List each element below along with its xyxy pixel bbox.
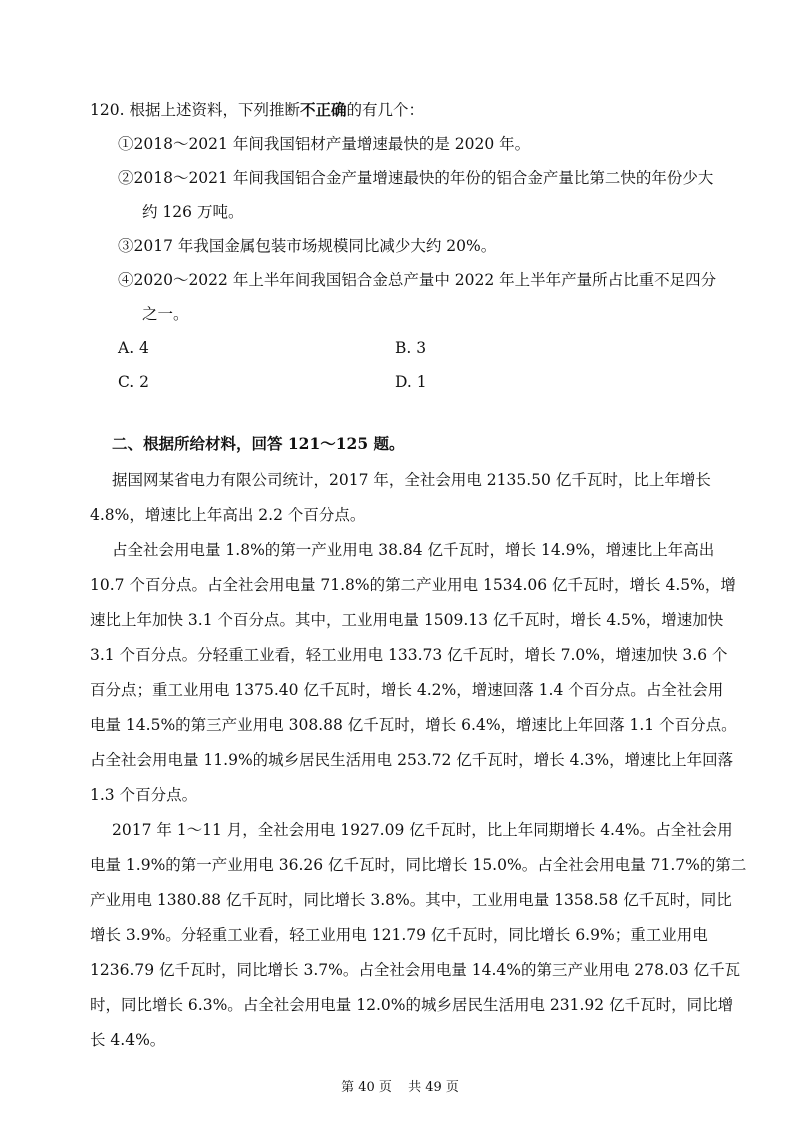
paragraph-line: 1236.79 亿千瓦时，同比增长 3.7%。占全社会用电量 14.4%的第三产业用电 278.03 亿千瓦 [90,961,741,979]
paragraph-line: 4.8%，增速比上年高出 2.2 个百分点。 [90,506,366,524]
question-120-stem [90,100,424,120]
paragraph-line: 据国网某省电力有限公司统计，2017 年，全社会用电 2135.50 亿千瓦时，比上年增长 [112,471,711,489]
paragraph-line: 占全社会用电量 1.8%的第一产业用电 38.84 亿千瓦时，增长 14.9%，增速比上年高出 [112,541,715,559]
paragraph-line: 电量 14.5%的第三产业用电 308.88 亿千瓦时，增长 6.4%，增速比上年回落 1.1 个百分点。 [90,716,737,734]
statement-4: ④2020～2022 年上半年间我国铝合金总产量中 2022 年上半年产量所占比重不足四分 [118,271,717,289]
paragraph-line: 1.3 个百分点。 [90,786,198,804]
page-total: 共 49 页 [408,1080,459,1095]
statement-2: ②2018～2021 年间我国铝合金产量增速最快的年份的铝合金产量比第二快的年份少大 [118,169,714,187]
choice-c[interactable]: C. 2 [118,373,150,391]
paragraph-line: 长 4.4%。 [90,1031,166,1049]
statement-1: ①2018～2021 年间我国铝材产量增速最快的是 2020 年。 [118,135,531,153]
paragraph-line: 10.7 个百分点。占全社会用电量 71.8%的第二产业用电 1534.06 亿千瓦时，增长 4.5%，增 [90,576,736,594]
question-stem-tail: 的有几个： [346,101,424,119]
question-stem-emphasis: 不正确 [299,100,347,119]
page-footer [0,1078,800,1098]
paragraph-line: 百分点；重工业用电 1375.40 亿千瓦时，增长 4.2%，增速回落 1.4 个百分点。占全社会用 [90,681,724,699]
paragraph-line: 2017 年 1～11 月，全社会用电 1927.09 亿千瓦时，比上年同期增长 4.4%。占全社会用 [112,821,733,839]
paragraph-line: 3.1 个百分点。分轻重工业看，轻工业用电 133.73 亿千瓦时，增长 7.0%，增速加快 3.6 个 [90,646,728,664]
paragraph-line: 增长 3.9%。分轻重工业看，轻工业用电 121.79 亿千瓦时，同比增长 6.9%；重工业用电 [90,926,708,944]
section-title: 二、根据所给材料，回答 121～125 题。 [112,434,405,453]
statement-2-continued: 约 126 万吨。 [142,203,244,221]
paragraph-line: 速比上年加快 3.1 个百分点。其中，工业用电量 1509.13 亿千瓦时，增长 4.5%，增速加快 [90,611,724,629]
paragraph-line: 时，同比增长 6.3%。占全社会用电量 12.0%的城乡居民生活用电 231.92 亿千瓦时，同比增 [90,996,734,1014]
question-number: 120. [90,101,125,119]
page-number: 第 40 页 [341,1080,392,1095]
question-stem-text: 根据上述资料，下列推断 [129,101,300,119]
statement-4-continued: 之一。 [142,305,189,323]
paragraph-line: 产业用电 1380.88 亿千瓦时，同比增长 3.8%。其中，工业用电量 1358.58 亿千瓦时，同比 [90,891,732,909]
choice-d[interactable]: D. 1 [395,373,427,391]
paragraph-line: 占全社会用电量 11.9%的城乡居民生活用电 253.72 亿千瓦时，增长 4.3%，增速比上年回落 [90,751,734,769]
choice-b[interactable]: B. 3 [395,339,427,357]
statement-3: ③2017 年我国金属包装市场规模同比减少大约 20%。 [118,237,497,255]
paragraph-line: 电量 1.9%的第一产业用电 36.26 亿千瓦时，同比增长 15.0%。占全社会用电量 71.7%的第二 [90,856,747,874]
choice-a[interactable]: A. 4 [118,339,149,357]
